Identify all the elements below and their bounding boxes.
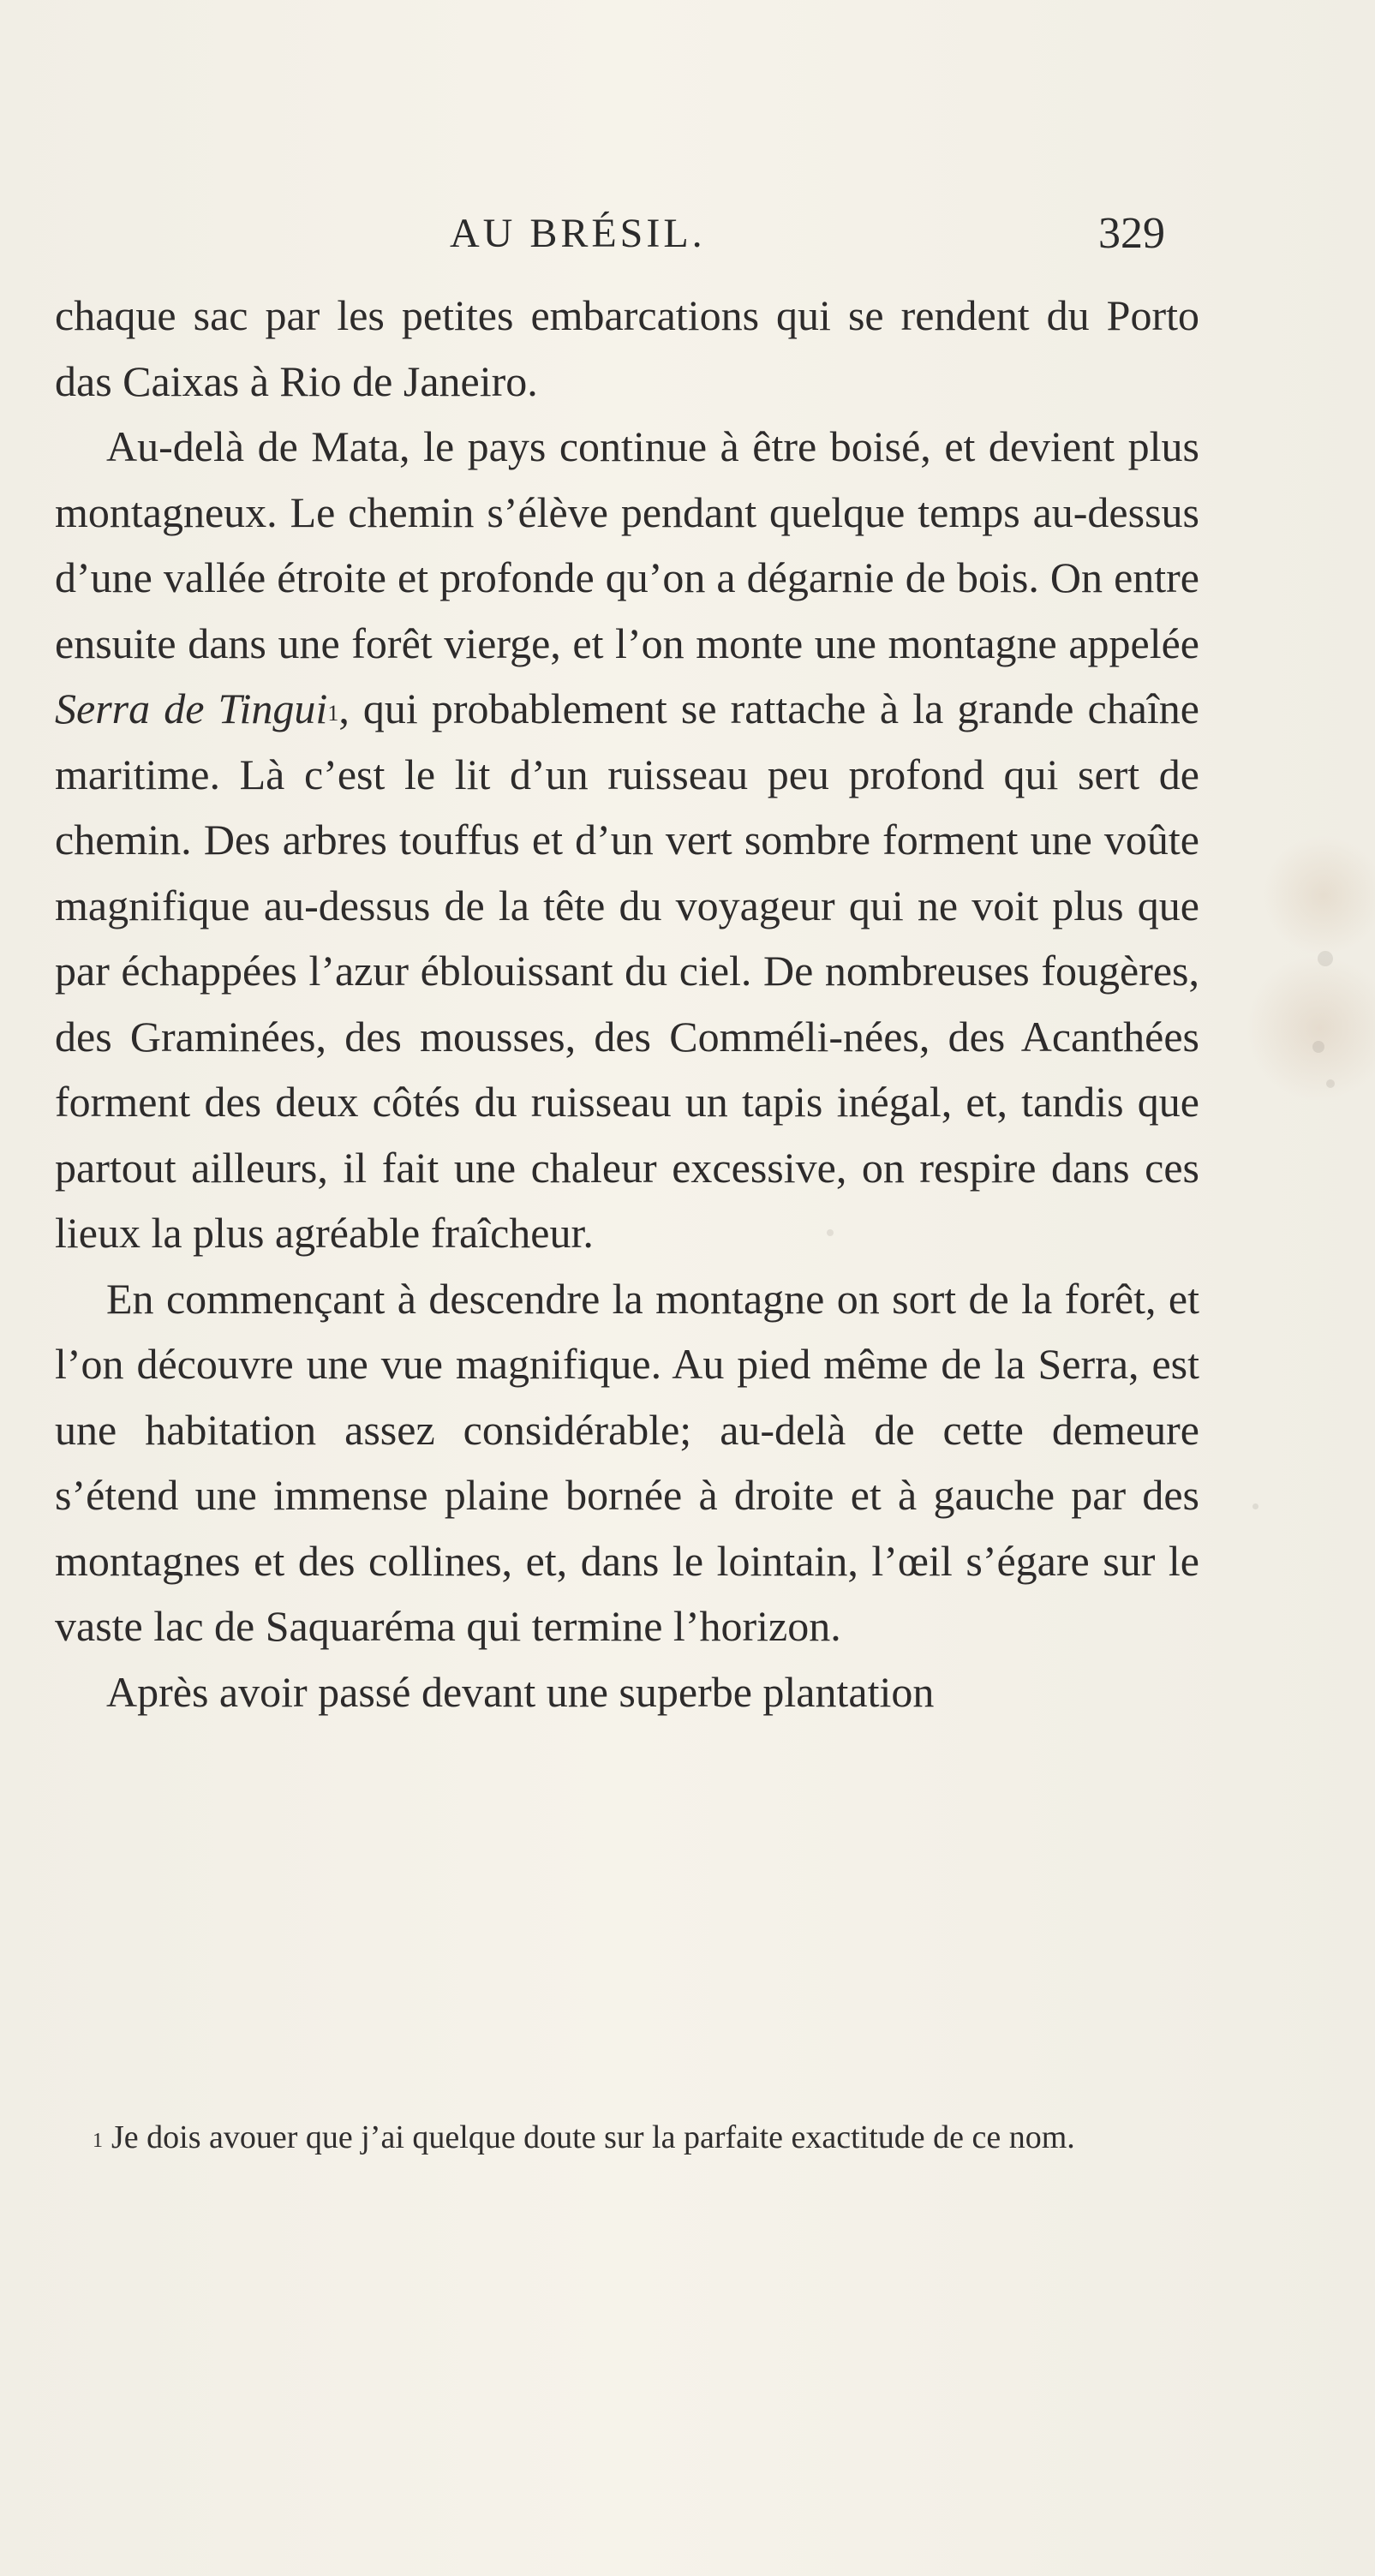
paragraph-2-after-italic: , qui probablement se rattache à la grande chaîne maritime. Là c’est le lit d’un ruisseau peu profond qui sert de chemin. Des arbres touffus et d’un vert sombre forment une voûte magnifique au-dessus de la tête du voyageur qui ne voit plus que par échappées l’azur éblouissant du ciel. De nombreuses fougères, des Graminées, des mousses, des Comméli-nées, des Acanthées forment des deux côtés du ruisseau un tapis inégal, et, tandis que partout ailleurs, il fait une chaleur excessive, on respire dans ces lieux la plus agréable fraîcheur. xyxy=(55,684,1199,1257)
paragraph-2-before-italic: Au-delà de Mata, le pays continue à être boisé, et devient plus montagneux. Le chemin s’élève pendant quelque temps au-dessus d’une vallée étroite et profonde qu’on a dégarnie de bois. On entre ensuite dans une forêt vierge, et l’on monte une montagne appelée xyxy=(55,422,1199,667)
running-head: AU BRÉSIL. xyxy=(450,211,706,256)
page-header xyxy=(0,203,1375,266)
paragraph-2 xyxy=(55,414,1199,1266)
paragraph-4: Après avoir passé devant une superbe plantation xyxy=(106,1667,935,1716)
footnote-mark: 1 xyxy=(93,2130,103,2152)
footnote xyxy=(55,2113,1199,2162)
page-number: 329 xyxy=(1098,209,1165,258)
paper-speck xyxy=(1312,1041,1324,1053)
footnote-paragraph xyxy=(55,2113,1199,2162)
paragraph-1: chaque sac par les petites embarcations qui se rendent du Porto das Caixas à Rio de Janeiro. xyxy=(55,291,1199,405)
place-name-italic: Serra de Tingui xyxy=(55,684,328,732)
footnote-text: Je dois avouer que j’ai quelque doute sur la parfaite exactitude de ce nom. xyxy=(111,2119,1075,2155)
paper-speck xyxy=(1326,1079,1335,1088)
paper-speck xyxy=(1252,1503,1258,1509)
paper-speck xyxy=(1318,951,1333,966)
main-text xyxy=(55,283,1199,1724)
paragraph-3: En commençant à descendre la montagne on sort de la forêt, et l’on découvre une vue magnifique. Au pied même de la Serra, est une habitation assez considérable; au-delà de cette demeure s’étend une immense plaine bornée à droite et à gauche par des montagnes et des collines, et, dans le lointain, l’œil s’égare sur le vaste lac de Saquaréma qui termine l’horizon. xyxy=(55,1274,1199,1650)
footnote-reference: 1 xyxy=(327,701,339,726)
